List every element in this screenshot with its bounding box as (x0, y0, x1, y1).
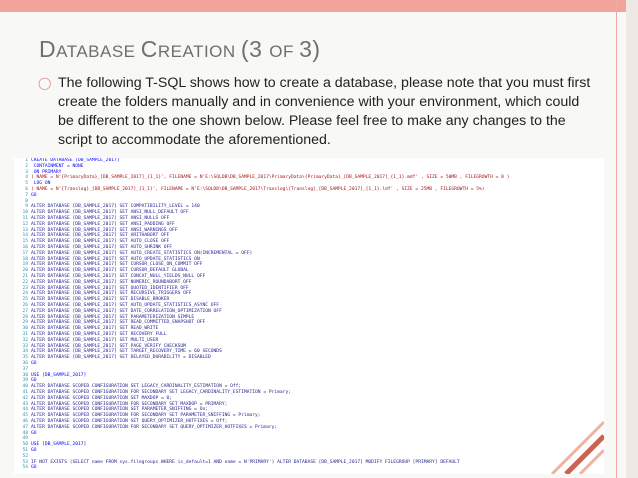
line-number: 12 (22, 221, 28, 227)
decorative-logo-icon (540, 410, 604, 474)
bullet-text: The following T-SQL shows how to create a database, please note that you must first create the folders manually and in convenience with your environment, which could be different to the one shown below. Please feel free to make any changes to the script to accommodate the aforementioned. (58, 75, 591, 148)
code-text: ALTER DATABASE [DB_SAMPLE_2017] SET AUTO_CREATE_STATISTICS ON(INCREMENTAL = OFF) (31, 250, 253, 256)
line-number: 28 (22, 314, 28, 320)
code-text: CREATE DATABASE [DB_SAMPLE_2017] (31, 158, 120, 163)
line-number: 5 (25, 181, 28, 187)
slide-title (39, 36, 321, 63)
line-number: 8 (25, 198, 28, 204)
line-number: 43 (22, 401, 28, 407)
code-line (14, 465, 37, 471)
line-number: 22 (22, 279, 28, 285)
line-number: 54 (22, 465, 28, 471)
line-number: 15 (22, 239, 28, 245)
code-text: ALTER DATABASE [DB_SAMPLE_2017] SET DATE_CORRELATION_OPTIMIZATION OFF (31, 308, 222, 314)
line-number: 52 (22, 453, 28, 459)
code-text: ALTER DATABASE [DB_SAMPLE_2017] SET TARGET_RECOVERY_TIME = 60 SECONDS (31, 349, 222, 355)
line-number: 20 (22, 268, 28, 274)
code-text: ALTER DATABASE [DB_SAMPLE_2017] SET NUMERIC_ROUNDABORT OFF (31, 279, 192, 285)
title-part: ATABASE (56, 42, 141, 61)
logo-bars (552, 422, 604, 474)
code-text: ALTER DATABASE [DB_SAMPLE_2017] SET ANSI_NULL_DEFAULT OFF (31, 210, 189, 216)
code-text: IF NOT EXISTS (SELECT name FROM sys.filegroups WHERE is_default=1 AND name = N'PRIMARY') ALTER DATABASE [DB_SAMPLE_2017] MODIFY FILEGROUP [PRIMARY] DEFAULT (31, 459, 460, 465)
code-text: CONTAINMENT = NONE (31, 163, 84, 169)
line-number: 21 (22, 274, 28, 279)
code-text: ALTER DATABASE SCOPED CONFIGURATION SET LEGACY_CARDINALITY_ESTIMATION = Off; (31, 384, 242, 390)
title-part: 3) (299, 36, 321, 62)
title-part: D (39, 36, 57, 62)
line-number: 51 (22, 448, 28, 453)
line-number: 46 (22, 419, 28, 424)
code-text: ALTER DATABASE [DB_SAMPLE_2017] SET CURSOR_CLOSE_ON_COMMIT OFF (31, 262, 203, 268)
line-number: 27 (22, 308, 28, 314)
line-number: 2 (25, 163, 28, 169)
title-part: REATION (157, 42, 241, 61)
line-number: 47 (22, 424, 28, 430)
line-number: 17 (22, 250, 28, 256)
code-text: GO (31, 378, 37, 384)
code-text: ALTER DATABASE SCOPED CONFIGURATION SET MAXDOP = 0; (31, 395, 173, 401)
line-number: 41 (22, 390, 28, 395)
code-text: ALTER DATABASE [DB_SAMPLE_2017] SET ANSI_PADDING OFF (31, 221, 175, 227)
code-text: ALTER DATABASE [DB_SAMPLE_2017] SET RECURSIVE_TRIGGERS OFF (31, 291, 192, 297)
line-number: 40 (22, 384, 28, 390)
line-number: 53 (22, 459, 28, 465)
code-text: USE [DB_SAMPLE_2017] (31, 442, 87, 448)
code-text: ON PRIMARY (31, 169, 62, 175)
line-number: 45 (22, 413, 28, 419)
code-text: ( NAME = N'{Translog}_[DB_SAMPLE_2017]_{1_1}', FILENAME = N'E:\SQLDB\DB_SAMPLE_2017\Translog\{Translog}_[DB_SAMPLE_2017]_{1_1}.ldf' , SIZE = 25MB , FILEGROWTH = 5%) (31, 187, 485, 192)
code-text: ALTER DATABASE [DB_SAMPLE_2017] SET COMPATIBILITY_LEVEL = 140 (31, 204, 200, 210)
code-line (14, 175, 509, 181)
line-number: 38 (22, 372, 28, 378)
code-text: ALTER DATABASE SCOPED CONFIGURATION FOR SECONDARY SET PARAMETER_SNIFFING = Primary; (31, 413, 261, 419)
top-accent-bar (0, 0, 638, 12)
line-number: 10 (22, 210, 28, 216)
line-number: 48 (22, 430, 28, 436)
line-number: 11 (22, 216, 28, 221)
line-number: 7 (25, 192, 28, 198)
line-number: 34 (22, 349, 28, 355)
line-number: 31 (22, 332, 28, 337)
line-number: 26 (22, 303, 28, 308)
code-text: ALTER DATABASE [DB_SAMPLE_2017] SET AUTO_UPDATE_STATISTICS_ASYNC OFF (31, 303, 220, 308)
code-text: GO (31, 430, 37, 436)
line-number: 25 (22, 297, 28, 303)
line-number: 6 (25, 187, 28, 192)
code-text: GO (31, 465, 37, 471)
line-number: 14 (22, 233, 28, 239)
sql-code-screenshot (14, 158, 604, 474)
line-number: 16 (22, 245, 28, 250)
code-text: ALTER DATABASE [DB_SAMPLE_2017] SET RECOVERY FULL (31, 332, 167, 337)
line-number: 18 (22, 256, 28, 262)
line-number: 9 (25, 204, 28, 210)
code-text: ALTER DATABASE SCOPED CONFIGURATION FOR SECONDARY SET LEGACY_CARDINALITY_ESTIMATION = Primary; (31, 390, 291, 395)
code-text: ALTER DATABASE [DB_SAMPLE_2017] SET CONCAT_NULL_YIELDS_NULL OFF (31, 274, 206, 279)
line-number: 42 (22, 395, 28, 401)
code-text: ALTER DATABASE [DB_SAMPLE_2017] SET DELAYED_DURABILITY = DISABLED (31, 355, 211, 361)
line-number: 44 (22, 407, 28, 413)
code-line (14, 460, 460, 466)
code-text: ALTER DATABASE [DB_SAMPLE_2017] SET CURSOR_DEFAULT GLOBAL (31, 268, 189, 274)
code-text: ALTER DATABASE [DB_SAMPLE_2017] SET QUOTED_IDENTIFIER OFF (31, 285, 189, 291)
right-accent-line (616, 0, 617, 478)
code-text: ALTER DATABASE [DB_SAMPLE_2017] SET ARITHABORT OFF (31, 233, 170, 239)
code-line (14, 355, 211, 361)
line-number: 1 (25, 158, 28, 163)
line-number: 3 (25, 169, 28, 175)
line-number: 35 (22, 355, 28, 361)
code-text: LOG ON (31, 181, 51, 187)
line-number: 4 (25, 175, 28, 181)
code-text: ALTER DATABASE [DB_SAMPLE_2017] SET AUTO_SHRINK OFF (31, 245, 173, 250)
logo-bar (552, 422, 604, 474)
line-number: 36 (22, 361, 28, 366)
code-text: ALTER DATABASE [DB_SAMPLE_2017] SET AUTO_UPDATE_STATISTICS ON (31, 256, 200, 262)
code-text: ALTER DATABASE [DB_SAMPLE_2017] SET DISABLE_BROKER (31, 297, 170, 303)
line-number: 37 (22, 366, 28, 372)
title-part: OF (269, 42, 300, 61)
code-text: ALTER DATABASE SCOPED CONFIGURATION SET QUERY_OPTIMIZER_HOTFIXES = Off; (31, 419, 228, 424)
line-number: 23 (22, 285, 28, 291)
code-text: ALTER DATABASE [DB_SAMPLE_2017] SET PARAMETERIZATION SIMPLE (31, 314, 195, 320)
line-number: 13 (22, 227, 28, 233)
line-number: 33 (22, 343, 28, 349)
code-text: GO (31, 192, 37, 198)
line-number: 29 (22, 320, 28, 326)
code-text: USE [DB_SAMPLE_2017] (31, 372, 87, 378)
code-text: ( NAME = N'{PrimaryData}_[DB_SAMPLE_2017]_{1_1}', FILENAME = N'E:\SQLDB\DB_SAMPLE_2017\PrimaryData\{PrimaryData}_[DB_SAMPLE_2017]_{1_1}.mdf' , SIZE = 50MB , FILEGROWTH = 0 ) (31, 175, 510, 181)
code-text: ALTER DATABASE [DB_SAMPLE_2017] SET READ_COMMITTED_SNAPSHOT OFF (31, 320, 206, 326)
line-number: 32 (22, 337, 28, 343)
code-line (14, 425, 277, 431)
code-text: ALTER DATABASE SCOPED CONFIGURATION FOR SECONDARY SET QUERY_OPTIMIZER_HOTFIXES = Primary; (31, 424, 278, 430)
line-number: 50 (22, 442, 28, 448)
code-text: ALTER DATABASE SCOPED CONFIGURATION SET PARAMETER_SNIFFING = On; (31, 407, 209, 413)
code-text: ALTER DATABASE [DB_SAMPLE_2017] SET ANSI_NULLS OFF (31, 216, 170, 221)
line-number: 39 (22, 378, 28, 384)
code-text: ALTER DATABASE [DB_SAMPLE_2017] SET AUTO_CLOSE OFF (31, 239, 170, 245)
line-number: 30 (22, 326, 28, 332)
line-number: 24 (22, 291, 28, 297)
code-text: ALTER DATABASE [DB_SAMPLE_2017] SET ANSI_WARNINGS OFF (31, 227, 178, 233)
code-text: ALTER DATABASE SCOPED CONFIGURATION FOR SECONDARY SET MAXDOP = PRIMARY; (31, 401, 228, 407)
line-number: 49 (22, 436, 28, 442)
code-text: ALTER DATABASE [DB_SAMPLE_2017] SET MULTI_USER (31, 337, 159, 343)
line-number: 19 (22, 262, 28, 268)
code-text: ALTER DATABASE [DB_SAMPLE_2017] SET PAGE_VERIFY CHECKSUM (31, 343, 186, 349)
code-line (14, 187, 485, 193)
title-part: C (140, 36, 158, 62)
code-text: GO (31, 361, 37, 366)
code-text: ALTER DATABASE [DB_SAMPLE_2017] SET READ_WRITE (31, 326, 159, 332)
code-text: GO (31, 448, 37, 453)
bullet-marker-icon: ◯ (38, 76, 52, 90)
right-accent-band (626, 0, 638, 478)
title-part: (3 (240, 36, 270, 62)
